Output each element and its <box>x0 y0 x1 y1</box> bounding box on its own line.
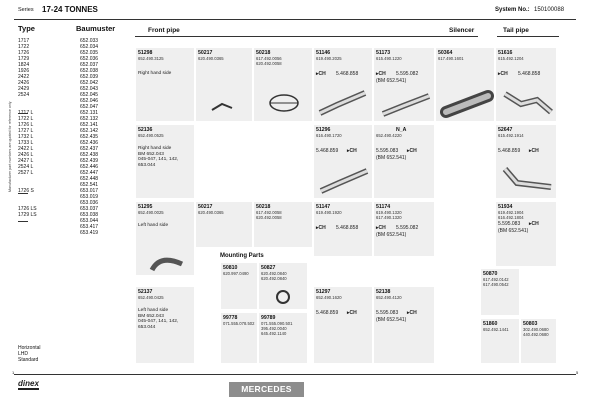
baumuster-item: 652.035 <box>80 50 99 56</box>
part-code: 51296 <box>316 127 331 133</box>
baumuster-item: 653.038 <box>80 212 99 218</box>
tail-pipe-drawing <box>501 163 556 195</box>
dinex-logo: dinex <box>18 379 39 388</box>
price-value: 5.468.858 <box>336 225 359 231</box>
pipe-bend-drawing <box>148 252 188 274</box>
part-code: 99778 <box>223 315 238 321</box>
baumuster-item: 652.043 <box>80 86 99 92</box>
baumuster-item: 652.436 <box>80 140 99 146</box>
truck-icon <box>18 110 28 114</box>
mounting-cell[interactable] <box>258 312 308 364</box>
baumuster-item: 653.417 <box>80 224 99 230</box>
part-number: 617.490.1601 <box>438 56 464 61</box>
bm-reference: (BM 652.541) <box>376 317 407 323</box>
type-item: 1717 L <box>18 110 34 116</box>
part-cell[interactable] <box>253 47 313 122</box>
ch-badge: ▸CH <box>376 225 386 231</box>
part-code: 50218 <box>256 204 271 210</box>
part-cell[interactable] <box>495 47 557 122</box>
type-item <box>18 230 73 236</box>
baumuster-item: 652.446 <box>80 164 99 170</box>
part-code: 50810 <box>223 265 238 271</box>
tail-pipe-heading: Tail pipe <box>503 27 529 34</box>
part-cell[interactable] <box>495 201 557 267</box>
part-number: 071.555.078.502 <box>223 321 255 326</box>
part-code: N_A <box>396 127 407 133</box>
ch-badge: ▸CH <box>498 71 508 77</box>
price-value: 5.468.858 <box>518 71 541 77</box>
silencer-heading: Silencer <box>449 27 475 34</box>
silencer-bracket <box>438 36 478 37</box>
price-value: 5.595.082 <box>396 71 419 77</box>
part-description: Left hand side <box>138 223 169 228</box>
price-value: 5.595.083 <box>376 310 399 316</box>
part-cell[interactable] <box>373 201 435 257</box>
ch-badge: ▸CH <box>316 71 326 77</box>
part-number: 652.490.0425 <box>138 295 164 300</box>
gasket-icon <box>208 98 238 116</box>
part-code: 50827 <box>261 265 276 271</box>
baumuster-item: 652.046 <box>80 98 99 104</box>
part-number: 619.490.2025 <box>316 56 342 61</box>
baumuster-item: 653.036 <box>80 200 99 206</box>
baumuster-item: 653.419 <box>80 230 99 236</box>
part-code: 51174 <box>376 204 391 210</box>
ch-badge: ▸CH <box>529 148 539 154</box>
tail-pipe-drawing <box>501 86 556 118</box>
side-note: Manufacturer part numbers are quoted for reference only <box>8 101 12 192</box>
type-item: 1726 L <box>18 122 34 128</box>
baumuster-item: 652.439 <box>80 158 99 164</box>
mounting-cell[interactable] <box>220 312 258 364</box>
part-number: 652.490.1620 <box>316 295 342 300</box>
part-number: 652.490.4220 <box>376 133 402 138</box>
part-number: 615.492.1204 <box>498 56 524 61</box>
truck-icon <box>18 190 28 194</box>
baumuster-item: 652.038 <box>80 68 99 74</box>
part-number: 302.490.0680 440.492.0680 <box>523 327 549 337</box>
type-item: 1726 LS <box>18 206 37 212</box>
price-value: 5.595.082 <box>396 225 419 231</box>
part-number: 619.490.1320 617.490.1320 <box>376 210 402 220</box>
baumuster-item: 652.033 <box>80 38 99 44</box>
footer-note: Horizontal <box>18 345 41 351</box>
part-cell[interactable] <box>495 124 557 199</box>
type-item: 2422 L <box>18 146 34 152</box>
baumuster-item: 652.132 <box>80 116 99 122</box>
series-value: 17-24 TONNES <box>42 5 98 14</box>
price-value: 5.468.859 <box>316 310 339 316</box>
type-header: Type <box>18 24 35 33</box>
baumuster-item: 652.034 <box>80 44 99 50</box>
part-code: 50364 <box>438 50 453 56</box>
part-code: 51860 <box>483 321 498 327</box>
bm-reference: (BM 652.541) <box>498 228 529 234</box>
type-item: 1729 <box>18 56 30 62</box>
baumuster-item: 652.448 <box>80 176 99 182</box>
part-number: 652.492.1441 <box>483 327 509 332</box>
type-item: 2426 L <box>18 152 34 158</box>
part-number: 615.492.1914 <box>498 133 524 138</box>
part-code: 51616 <box>498 50 513 56</box>
part-code: 51147 <box>316 204 331 210</box>
part-number: 620.997.0490 <box>223 271 249 276</box>
mounting-cell[interactable] <box>220 262 258 310</box>
type-item: 2524 <box>18 92 30 98</box>
type-item: 1726 <box>18 50 30 56</box>
price-value: 5.595.083 <box>376 148 399 154</box>
part-cell[interactable] <box>373 286 435 364</box>
price-value: 5.468.859 <box>498 148 521 154</box>
baumuster-item: 652.036 <box>80 56 99 62</box>
part-number: 652.490.0025 <box>138 210 164 215</box>
ch-badge: ▸CH <box>316 225 326 231</box>
type-item: 2422 <box>18 74 30 80</box>
part-number: 619.492.1904 616.492.1804 <box>498 210 524 220</box>
part-number: 620.490.0365 <box>198 56 224 61</box>
footer-rule <box>14 374 576 375</box>
part-code: 51146 <box>316 50 331 56</box>
part-number: 652.490.4120 <box>376 295 402 300</box>
bm-reference: (BM 652.541) <box>376 155 407 161</box>
bm-reference: (BM 652.541) <box>376 232 407 238</box>
part-description: Left hand side BM 652.043 045-047, 141, 142, 653.044 <box>138 308 179 330</box>
type-item: 1722 <box>18 44 30 50</box>
part-cell[interactable] <box>313 201 373 257</box>
part-number: 620.490.0365 <box>198 210 224 215</box>
front-pipe-bracket <box>135 36 475 37</box>
part-description: Right hand side BM 652.043 045-047, 141, 142, 653.044 <box>138 146 179 168</box>
part-number: 619.490.1920 <box>316 210 342 215</box>
part-cell[interactable] <box>195 47 253 122</box>
tail-pipe-bracket <box>497 36 559 37</box>
front-pipe-drawing <box>317 83 372 121</box>
part-code: 51295 <box>138 204 153 210</box>
mounting-cell[interactable] <box>480 318 520 364</box>
type-item: 1926 <box>18 68 30 74</box>
type-item: 1717 <box>18 38 30 44</box>
part-code: 51934 <box>498 204 513 210</box>
part-cell[interactable] <box>373 124 435 199</box>
part-number: 652.490.0525 <box>138 133 164 138</box>
baumuster-item: 652.141 <box>80 122 99 128</box>
footer-notes <box>18 345 41 363</box>
system-value: 150100088 <box>534 7 565 13</box>
baumuster-item: 653.019 <box>80 194 99 200</box>
ch-badge: ▸CH <box>407 148 417 154</box>
baumuster-item: 652.045 <box>80 92 99 98</box>
part-code: 51298 <box>138 50 153 56</box>
series-label: Series <box>18 7 34 13</box>
type-item: 1729 LS <box>18 212 37 218</box>
type-list <box>18 38 73 236</box>
part-number: 620.492.0840 620.492.0840 <box>261 271 287 281</box>
part-cell[interactable] <box>313 286 373 364</box>
footer-note: Standard <box>18 357 39 363</box>
baumuster-item: 653.017 <box>80 188 99 194</box>
baumuster-item: 652.131 <box>80 110 99 116</box>
ch-badge: ▸CH <box>376 71 386 77</box>
part-cell[interactable] <box>373 47 435 122</box>
part-code: 52647 <box>498 127 513 133</box>
front-pipe-heading: Front pipe <box>148 27 180 34</box>
part-code: 52138 <box>376 289 391 295</box>
type-item: 1722 L <box>18 116 34 122</box>
part-number: 071.555.090.501 395.492.0040 645.492.1140 <box>261 321 293 336</box>
brand-banner: MERCEDES <box>229 382 304 397</box>
part-code: 50803 <box>523 321 538 327</box>
part-cell[interactable] <box>313 47 373 122</box>
type-item: 2524 L <box>18 164 34 170</box>
part-cell[interactable] <box>135 201 195 276</box>
part-cell[interactable] <box>313 124 373 199</box>
part-number: 615.490.1220 <box>376 56 402 61</box>
baumuster-item: 652.438 <box>80 152 99 158</box>
part-code: 52137 <box>138 289 153 295</box>
part-cell[interactable] <box>195 201 253 248</box>
page-number-left: 1 <box>12 370 15 375</box>
baumuster-item: 652.039 <box>80 74 99 80</box>
clamp-icon <box>262 88 307 118</box>
type-item: 1733 L <box>18 140 34 146</box>
part-code: 50218 <box>256 50 271 56</box>
baumuster-item: 652.447 <box>80 170 99 176</box>
baumuster-item: 652.435 <box>80 134 99 140</box>
price-value: 5.595.083 <box>498 221 521 227</box>
bm-reference: (BM 652.541) <box>376 78 407 84</box>
part-code: 50870 <box>483 271 498 277</box>
mounting-cell[interactable] <box>480 268 520 316</box>
type-item: 2429 <box>18 86 30 92</box>
ch-badge: ▸CH <box>347 310 357 316</box>
baumuster-item: 652.042 <box>80 80 99 86</box>
front-pipe-drawing <box>317 163 372 197</box>
system-label: System No.: <box>495 7 530 13</box>
truck-icon <box>18 218 28 222</box>
part-number: 617.492.0058 620.492.0058 <box>256 210 282 220</box>
part-code: 51297 <box>316 289 331 295</box>
clamp-icon <box>271 287 295 307</box>
footer-note: LHD <box>18 351 29 357</box>
part-cell[interactable] <box>135 286 195 364</box>
ch-badge: ▸CH <box>407 310 417 316</box>
part-number: 616.490.1720 <box>316 133 342 138</box>
ch-badge: ▸CH <box>529 221 539 227</box>
ch-badge: ▸CH <box>347 148 357 154</box>
page-number-right: 5 <box>576 370 579 375</box>
part-code: 52136 <box>138 127 153 133</box>
baumuster-item: 653.037 <box>80 206 99 212</box>
front-pipe-drawing <box>379 88 434 120</box>
part-number: 617.492.0056 620.492.0058 <box>256 56 282 66</box>
baumuster-item: 652.037 <box>80 62 99 68</box>
mounting-parts-heading: Mounting Parts <box>220 253 264 259</box>
baumuster-item: 652.541 <box>80 182 99 188</box>
price-value: 5.468.858 <box>336 71 359 77</box>
baumuster-header: Baumuster <box>76 24 116 33</box>
part-cell[interactable] <box>253 201 313 248</box>
baumuster-item: 653.044 <box>80 218 99 224</box>
baumuster-item: 652.142 <box>80 128 99 134</box>
part-cell[interactable] <box>435 47 495 122</box>
type-item: 2427 L <box>18 158 34 164</box>
baumuster-item: 652.437 <box>80 146 99 152</box>
type-item: 2527 L <box>18 170 34 176</box>
mounting-cell[interactable] <box>258 262 308 310</box>
part-code: 50217 <box>198 50 213 56</box>
price-value: 5.468.859 <box>316 148 339 154</box>
part-description: Right hand side <box>138 71 172 76</box>
part-code: 99789 <box>261 315 276 321</box>
header-rule <box>14 19 576 20</box>
baumuster-item: 652.047 <box>80 104 99 110</box>
silencer-drawing <box>440 88 495 120</box>
part-code: 51173 <box>376 50 391 56</box>
part-cell[interactable] <box>135 47 195 122</box>
part-code: 50217 <box>198 204 213 210</box>
type-item: 2426 <box>18 80 30 86</box>
type-item: 1726 S <box>18 188 34 194</box>
type-item: 1727 L <box>18 128 34 134</box>
mounting-cell[interactable] <box>520 318 557 364</box>
part-number: 617.492.0142 617.490.0542 <box>483 277 509 287</box>
part-number: 652.490.3125 <box>138 56 164 61</box>
part-cell[interactable] <box>135 124 195 199</box>
baumuster-list <box>80 38 120 236</box>
type-item: 1732 L <box>18 134 34 140</box>
type-item: 1824 <box>18 62 30 68</box>
